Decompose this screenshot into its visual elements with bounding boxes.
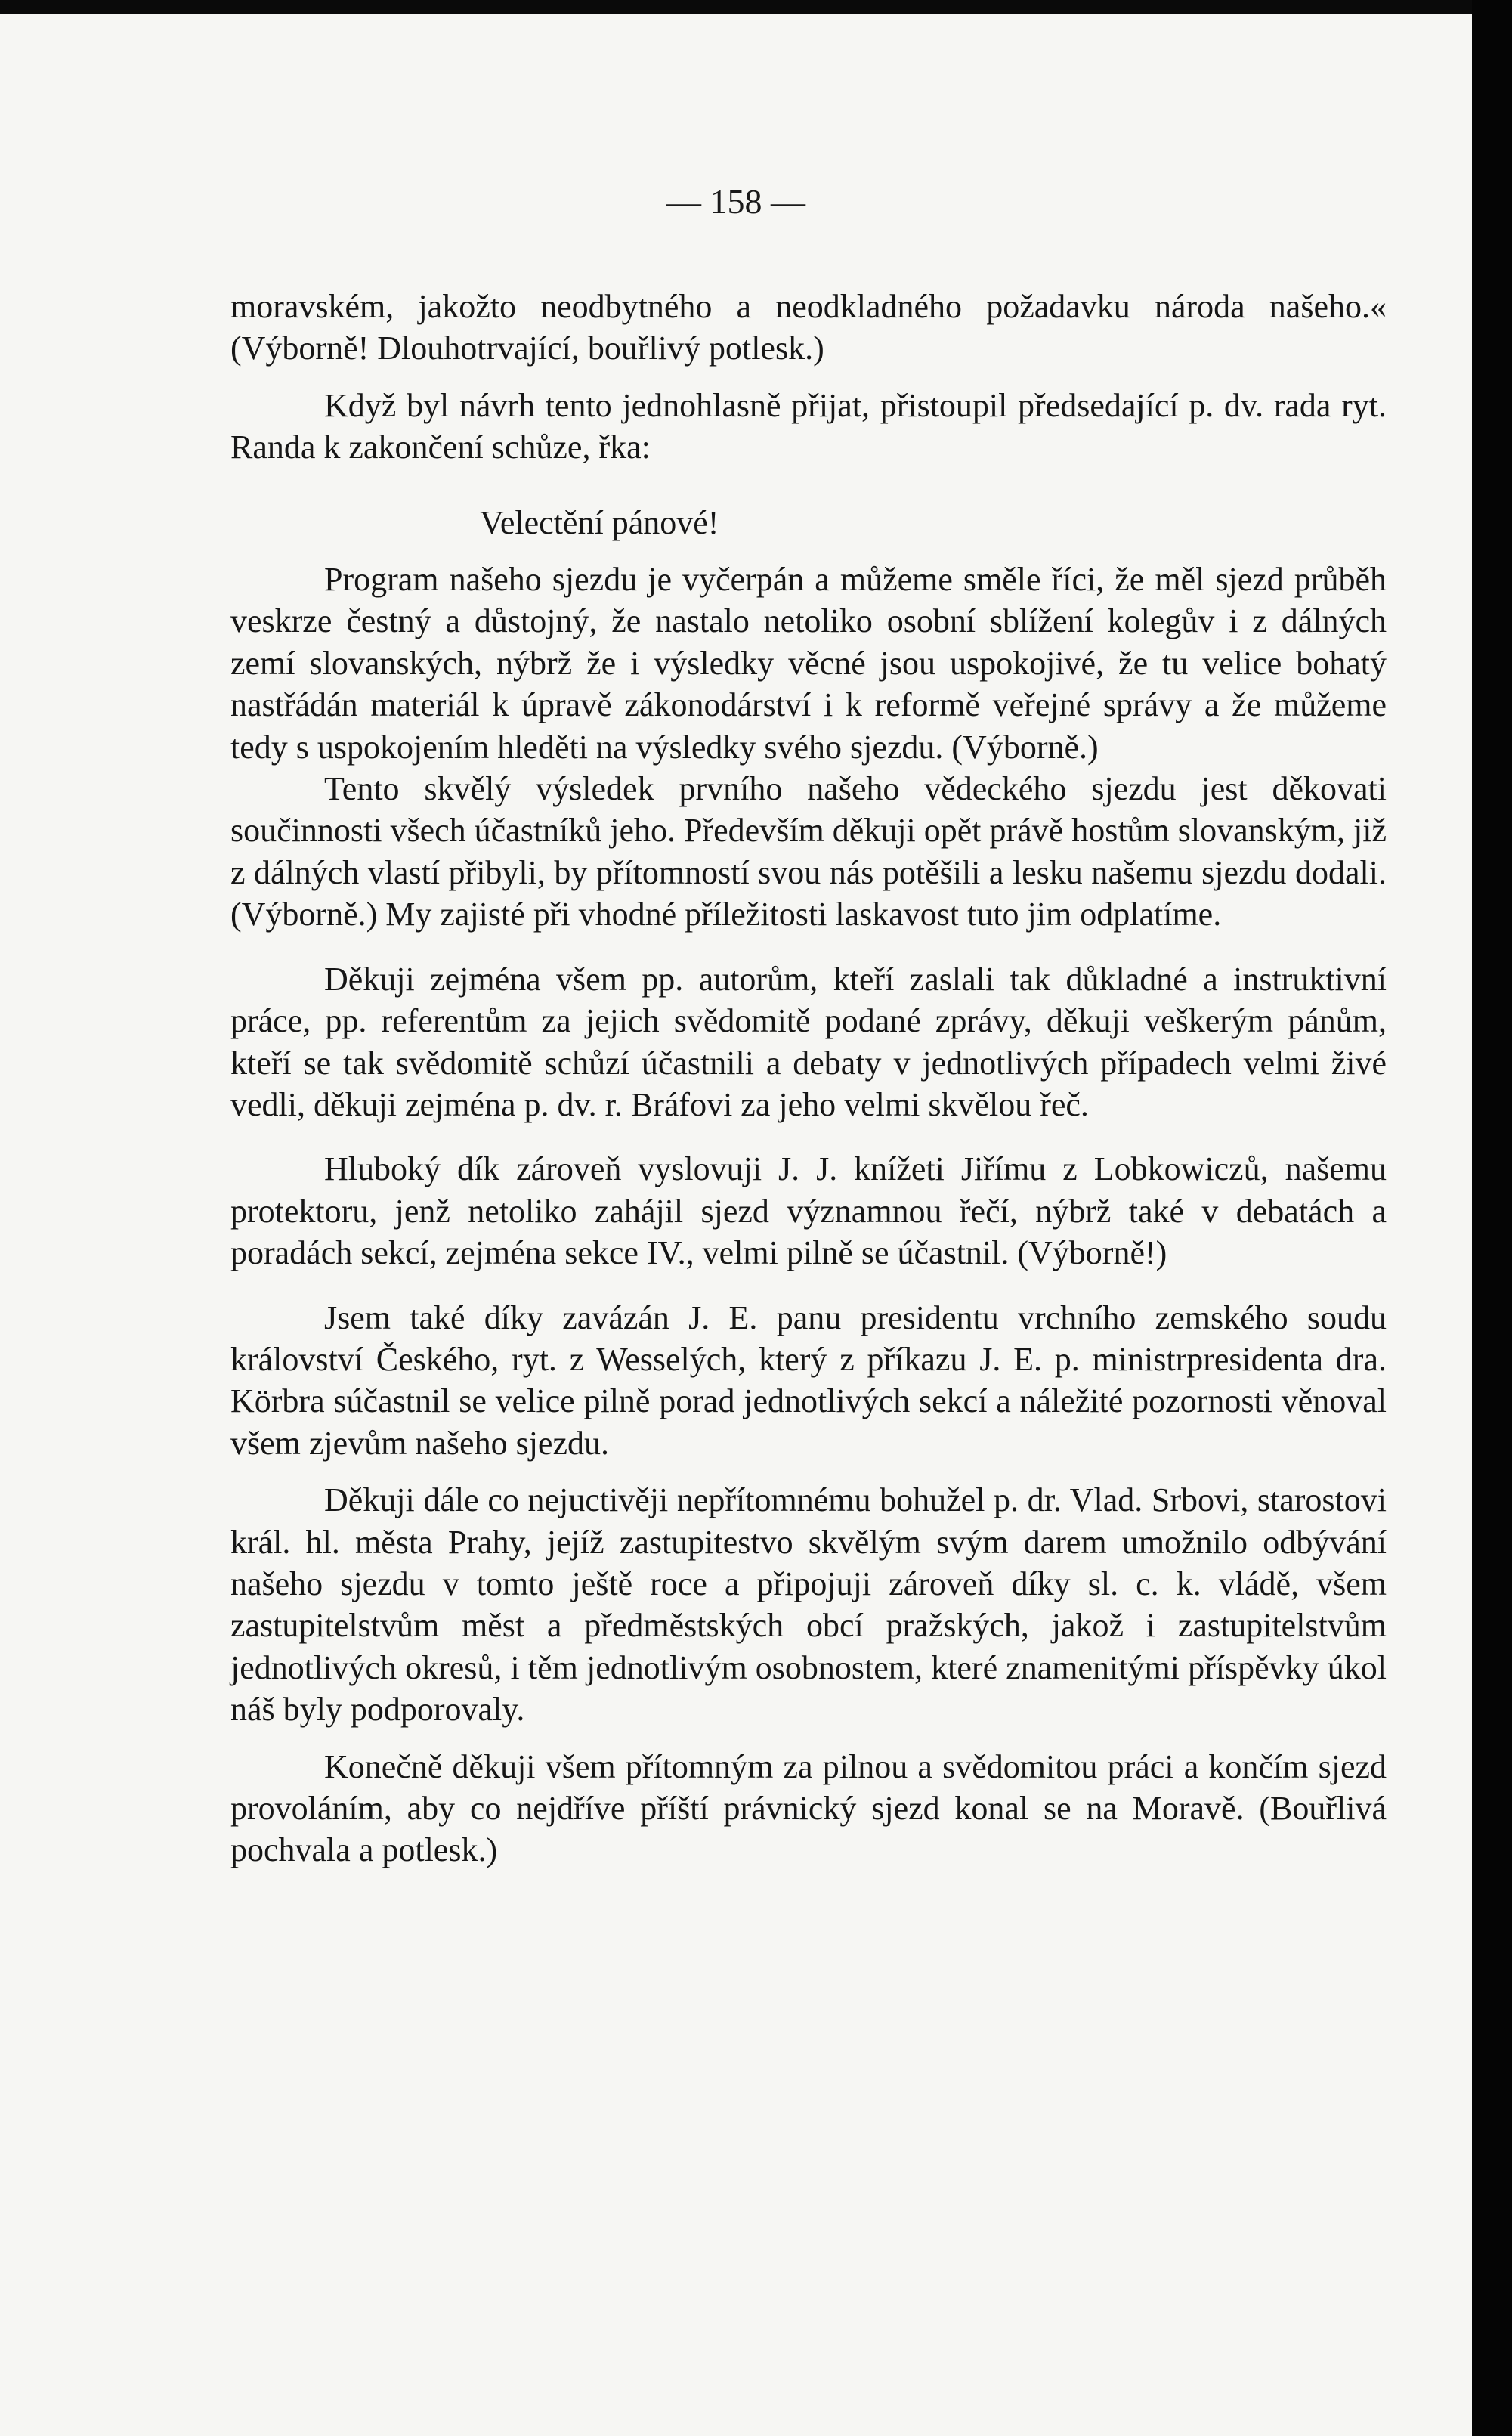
paragraph-closing: Konečně děkuji všem přítomným za pilnou a svědomitou práci a končím sjezd provoláním, aby co nejdříve příští právnický sjezd konal se na Moravě. (Bouřlivá pochvala a potlesk.)	[230, 1747, 1387, 1869]
paragraph-thanks-president: Jsem také díky zavázán J. E. panu presidentu vrchního zemského soudu království Českého, ryt. z Wesselých, který z příkazu J. E. p. ministrpresidenta dra. Körbra súčastnil se velice pilně porad jednotlivých sekcí a náležité pozornosti věnoval všem zjevům našeho sjezdu.	[230, 1298, 1387, 1462]
body-text	[230, 286, 1387, 1871]
paragraph-thanks-authors: Děkuji zejména všem pp. autorům, kteří zaslali tak důkladné a instruktivní práce, pp. referentům za jejich svědomitě podané zprávy, děkuji veškerým pánům, kteří se tak svědomitě schůzí účastnili a debaty v jednotlivých případech velmi živé vedli, děkuji zejména p. dv. r. Bráfovi za jeho velmi skvělou řeč.	[230, 960, 1387, 1123]
scan-border-right	[1472, 0, 1512, 2436]
paragraph-thanks-srb: Děkuji dále co nejuctivěji nepřítomnému bohužel p. dr. Vlad. Srbovi, starostovi král. hl. města Prahy, jejíž zastupitestvo skvělým svým darem umožnilo odbývání našeho sjezdu v tomto ještě roce a připojuji zároveň díky sl. c. k. vládě, všem zastupitelstvům měst a předměstských obcí pražských, jakož i zastupitelstvům jednotlivých okresů, i těm jednotlivým osobnostem, které znamenitými příspěvky úkol náš byly podporovaly.	[230, 1481, 1387, 1729]
salutation: Velectění pánové!	[480, 503, 719, 541]
scan-border-top	[0, 0, 1512, 14]
paragraph-program: Program našeho sjezdu je vyčerpán a můžeme směle říci, že měl sjezd průběh veskrze čestný a důstojný, že nastalo netoliko osobní sblížení kolegův i z dálných zemí slovanských, nýbrž že i výsledky věcné jsou uspokojivé, že tu velice bohatý nastřádán materiál k úpravě zákonodárství i k reformě veřejné správy a že můžeme tedy s uspokojením hleděti na výsledky svého sjezdu. (Výborně.)	[230, 561, 1387, 766]
paragraph-randa-intro: Když byl návrh tento jednohlasně přijat, přistoupil předsedající p. dv. rada ryt. Randa k zakončení schůze, řka:	[230, 386, 1387, 466]
paragraph-thanks-lobkowicz: Hluboký dík zároveň vyslovuji J. J. knížeti Jiřímu z Lobkowiczů, našemu protektoru, jenž netoliko zahájil sjezd významnou řečí, nýbrž také v debatách a poradách sekcí, zejména sekce IV., velmi pilně se účastnil. (Výborně!)	[230, 1150, 1387, 1272]
paragraph-continuation: moravském, jakožto neodbytného a neodkladného požadavku národa našeho.« (Výborně! Dlouhotrvající, bouřlivý potlesk.)	[230, 288, 1387, 367]
page-number: — 158 —	[666, 182, 805, 221]
book-page	[0, 14, 1472, 2436]
paragraph-result: Tento skvělý výsledek prvního našeho vědeckého sjezdu jest děkovati součinnosti všech účastníků jeho. Především děkuji opět právě hostům slovanským, již z dálných vlastí přibyli, by přítomností svou nás potěšili a lesku našemu sjezdu dodali. (Výborně.) My zajisté při vhodné příležitosti laskavost tuto jim odplatíme.	[230, 770, 1387, 933]
